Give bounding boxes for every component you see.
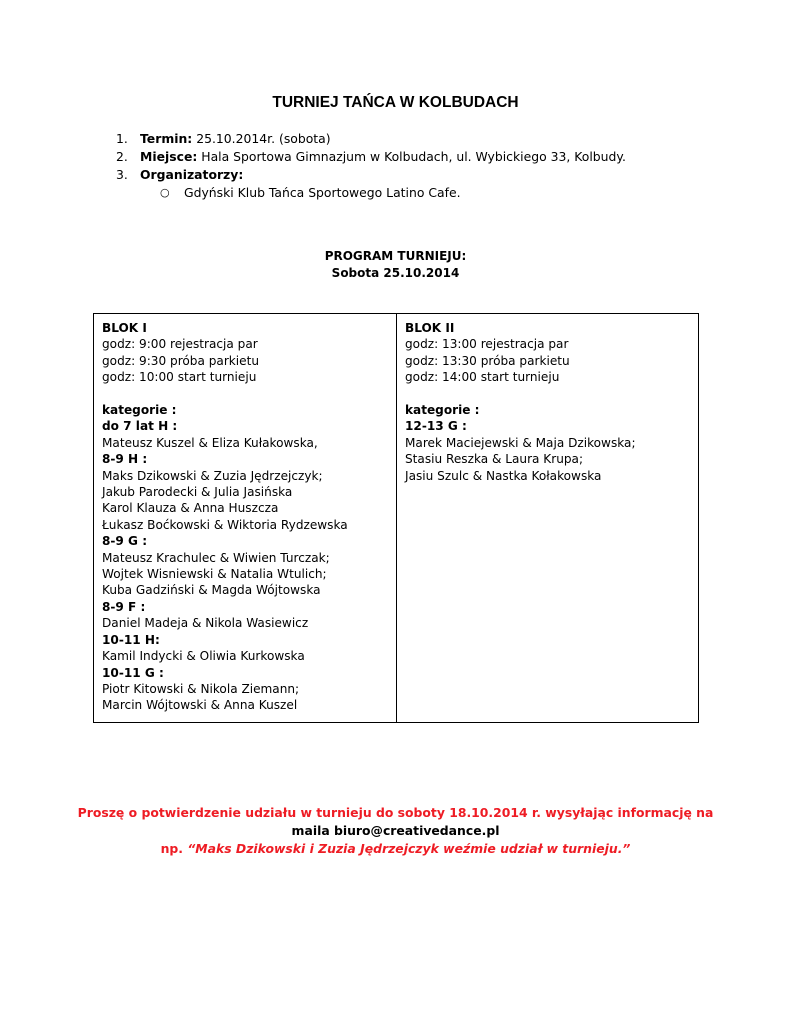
category-name: 8-9 H :: [102, 452, 148, 467]
info-value: Hala Sportowa Gimnazjum w Kolbudach, ul. Wybickiego 33, Kolbudy.: [197, 149, 626, 164]
info-label: Organizatorzy:: [140, 167, 244, 182]
block-title: BLOK I: [102, 321, 147, 335]
pair-item: Piotr Kitowski & Nikola Ziemann;: [102, 681, 300, 696]
pair-item: Daniel Madeja & Nikola Wasiewicz: [102, 616, 309, 631]
footer-email[interactable]: maila biuro@creativedance.pl: [291, 823, 500, 838]
block-title: BLOK II: [405, 321, 455, 335]
category-name: do 7 lat H :: [102, 419, 178, 434]
organizer-item: [116, 184, 626, 202]
info-item-place: [116, 148, 626, 166]
pair-item: Mateusz Krachulec & Wiwien Turczak;: [102, 550, 330, 565]
pair-item: Jasiu Szulc & Nastka Kołakowska: [405, 468, 602, 483]
pair-item: Mateusz Kuszel & Eliza Kułakowska,: [102, 435, 318, 450]
example-prefix: np.: [160, 841, 188, 856]
info-label: Termin:: [140, 131, 193, 146]
schedule-table: [93, 313, 699, 723]
info-label: Miejsce:: [140, 149, 198, 164]
list-number: 2.: [116, 149, 128, 164]
program-header: [0, 248, 791, 282]
list-number: 1.: [116, 131, 128, 146]
footer-example: [0, 840, 791, 858]
schedule-time: godz: 14:00 start turnieju: [405, 370, 560, 385]
program-heading: PROGRAM TURNIEJU:: [324, 249, 467, 263]
info-item-organizers: [116, 166, 626, 184]
pair-item: Marek Maciejewski & Maja Dzikowska;: [405, 435, 636, 450]
info-item-date: [116, 130, 626, 148]
program-date: Sobota 25.10.2014: [331, 266, 460, 280]
schedule-time: godz: 9:00 rejestracja par: [102, 337, 258, 352]
pair-item: Jakub Parodecki & Julia Jasińska: [102, 485, 293, 500]
block-cell-2: [397, 314, 699, 723]
footer-request: Proszę o potwierdzenie udziału w turnieju do soboty 18.10.2014 r. wysyłając informację na: [77, 805, 714, 820]
pair-item: Maks Dzikowski & Zuzia Jędrzejczyk;: [102, 468, 323, 483]
pair-item: Wojtek Wisniewski & Natalia Wtulich;: [102, 567, 327, 582]
pair-item: Stasiu Reszka & Laura Krupa;: [405, 452, 584, 467]
pair-item: Marcin Wójtowski & Anna Kuszel: [102, 698, 298, 713]
pair-item: Łukasz Boćkowski & Wiktoria Rydzewska: [102, 517, 348, 532]
pair-item: Karol Klauza & Anna Huszcza: [102, 501, 279, 516]
schedule-time: godz: 13:30 próba parkietu: [405, 353, 570, 368]
block-cell-1: [94, 314, 397, 723]
schedule-time: godz: 9:30 próba parkietu: [102, 353, 260, 368]
category-name: 8-9 F :: [102, 599, 146, 614]
table-row: [94, 314, 699, 723]
category-name: 12-13 G :: [405, 419, 467, 434]
organizer-name: Gdyński Klub Tańca Sportowego Latino Cafe.: [184, 185, 461, 200]
document-title: TURNIEJ TAŃCA W KOLBUDACH: [272, 94, 519, 111]
event-info-list: [116, 130, 626, 202]
category-name: 10-11 H:: [102, 632, 160, 647]
circle-bullet-icon: ○: [160, 186, 170, 199]
info-value: 25.10.2014r. (sobota): [192, 131, 331, 146]
schedule-time: godz: 13:00 rejestracja par: [405, 337, 569, 352]
footer-note: [0, 804, 791, 858]
category-name: 8-9 G :: [102, 534, 148, 549]
category-name: 10-11 G :: [102, 665, 164, 680]
example-quote: “Maks Dzikowski i Zuzia Jędrzejczyk weźmie udział w turnieju.”: [187, 841, 631, 856]
list-number: 3.: [116, 167, 128, 182]
pair-item: Kuba Gadziński & Magda Wójtowska: [102, 583, 321, 598]
categories-label: kategorie :: [405, 403, 480, 418]
categories-label: kategorie :: [102, 403, 177, 418]
schedule-time: godz: 10:00 start turnieju: [102, 370, 257, 385]
pair-item: Kamil Indycki & Oliwia Kurkowska: [102, 649, 305, 664]
